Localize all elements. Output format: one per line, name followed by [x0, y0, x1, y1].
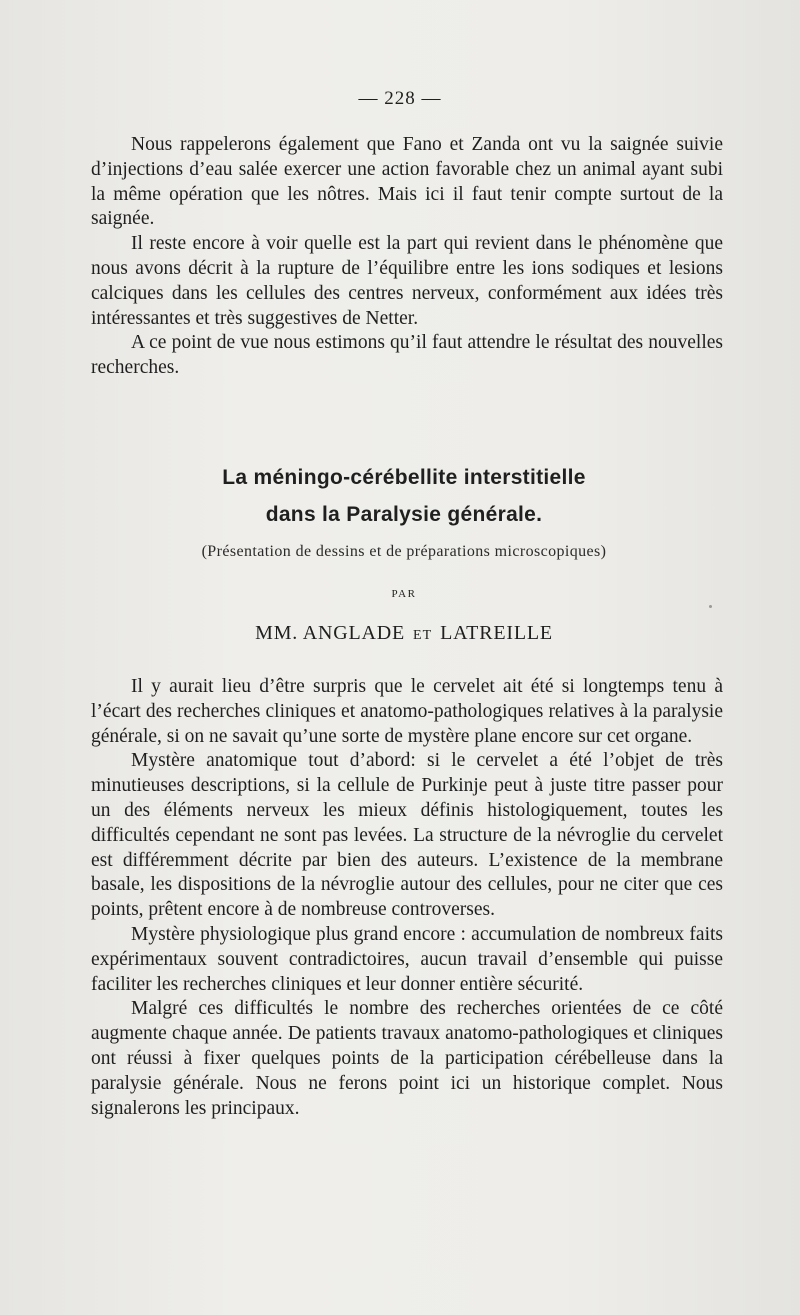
author-second: LATREILLE [440, 622, 553, 644]
article-body [91, 675, 723, 1121]
paragraph: A ce point de vue nous estimons qu’il faut attendre le résultat des nouvelles recherches. [91, 332, 723, 379]
page-number: — 228 — [358, 88, 442, 109]
paragraph: Il reste encore à voir quelle est la part qui revient dans le phénomène que nous avons décrit à la rupture de l’équilibre entre les ions sodiques et lesions calciques dans les cellules des centres nerveux, conformément aux idées très intéressantes et très suggestives de Netter. [91, 233, 723, 329]
paragraph: Nous rappelerons également que Fano et Zanda ont vu la saignée suivie d’injections d’eau salée exercer une action favorable chez un animal ayant subi la même opération que les nôtres. Mais ici il faut tenir compte surtout de la saignée. [91, 134, 723, 230]
author-first: MM. ANGLADE [255, 622, 406, 644]
paragraph: Il y aurait lieu d’être surpris que le cervelet ait été si longtemps tenu à l’écart des recherches cliniques et anatomo-pathologiques relatives à la paralysie générale, si on ne savait qu’une sorte de mystère plane encore sur cet organe. [91, 676, 723, 747]
article-title-line-2: dans la Paralysie générale. [265, 503, 543, 526]
article-subtitle: (Présentation de dessins et de préparations microscopiques) [201, 543, 607, 560]
article-title-line-1: La méningo-cérébellite interstitielle [222, 466, 586, 489]
authors [0, 622, 800, 645]
print-speck [709, 605, 712, 608]
paragraph: Mystère anatomique tout d’abord: si le cervelet a été l’objet de très minutieuses descriptions, si la cellule de Purkinje peut à juste titre passer pour un des éléments nerveux les mieux définis histologiquement, toutes les difficultés cependant ne sont pas levées. La structure de la névroglie du cervelet est différemment décrite par bien des auteurs. L’existence de la membrane basale, les dispositions de la névroglie autour des cellules, pour ne citer que ces points, prêtent encore à de nombreuse controverses. [91, 750, 723, 921]
intro-text [91, 133, 723, 381]
paragraph: Malgré ces difficultés le nombre des recherches orientées de ce côté augmente chaque année. De patients travaux anatomo-pathologiques et cliniques ont réussi à fixer quelques points de la participation cérébelleuse dans la paralysie générale. Nous ne ferons point ici un historique complet. Nous signalerons les principaux. [91, 998, 723, 1119]
author-conjunction: ET [413, 628, 433, 643]
byline-par: PAR [391, 588, 417, 600]
paragraph: Mystère physiologique plus grand encore : accumulation de nombreux faits expérimentaux souvent contradictoires, aucun travail d’ensemble qui puisse faciliter les recherches cliniques et leur donner entière sécurité. [91, 923, 723, 995]
